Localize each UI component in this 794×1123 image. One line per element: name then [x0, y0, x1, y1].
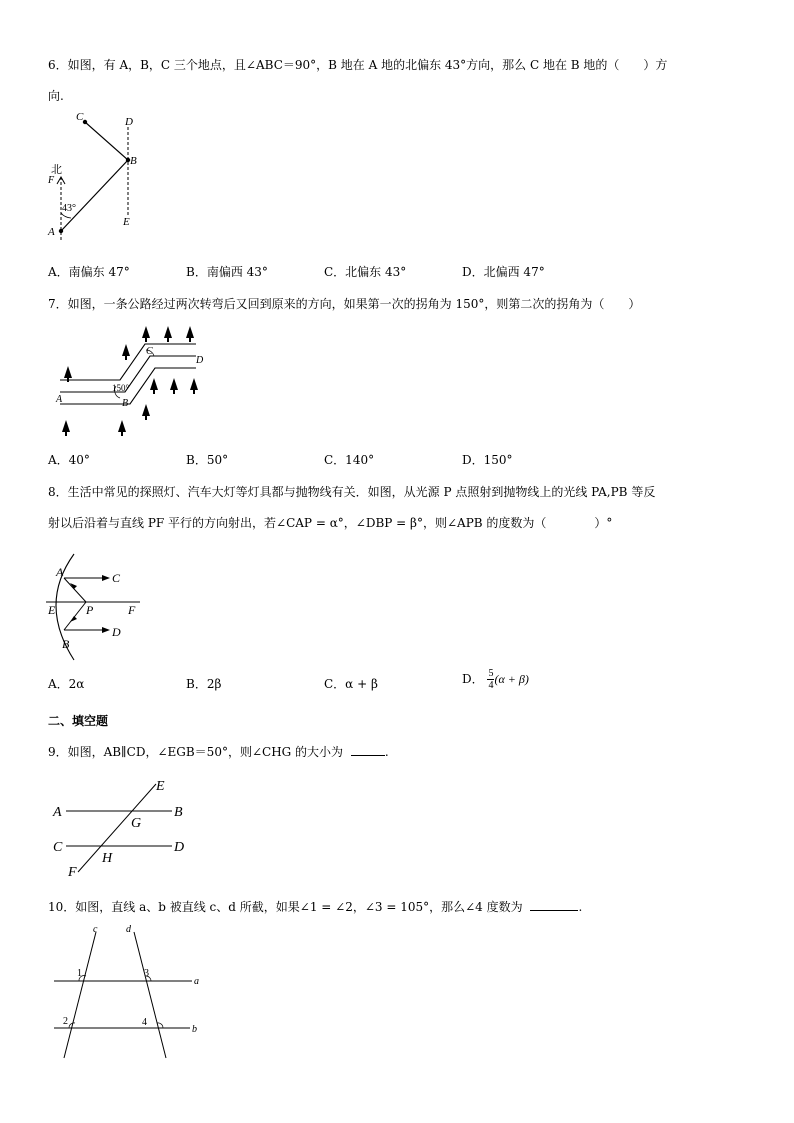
label-a: A	[56, 394, 63, 405]
label-b: B	[130, 155, 137, 167]
q8-option-d[interactable]	[462, 668, 529, 691]
q7-option-a[interactable]: A．40°	[48, 453, 90, 467]
label-4: 4	[142, 1017, 147, 1028]
q8-option-d-suffix: (α + β)	[494, 672, 529, 686]
road-line-top	[60, 344, 196, 380]
label-angle: 43°	[62, 203, 76, 214]
line-c	[64, 932, 96, 1058]
line-d	[134, 932, 166, 1058]
q9-stem-text: 9．如图，AB∥CD，∠EGB＝50°，则∠CHG 的大小为	[48, 745, 344, 759]
q8-option-b[interactable]: B．2β	[186, 677, 222, 691]
label-3: 3	[144, 968, 149, 979]
label-e: E	[48, 603, 56, 617]
q6-figure	[40, 105, 160, 245]
label-h: H	[102, 851, 113, 866]
q9-figure	[50, 774, 200, 884]
fraction-denominator: 4	[488, 680, 494, 691]
arrow-pb-icon	[70, 616, 77, 622]
q7-option-b[interactable]: B．50°	[186, 453, 229, 467]
point-c	[83, 120, 87, 124]
label-b: B	[122, 398, 129, 409]
arrow-d-icon	[102, 627, 110, 633]
label-2: 2	[63, 1016, 68, 1027]
line-c-b	[85, 122, 128, 160]
label-north: 北	[51, 163, 62, 176]
label-d: D	[125, 116, 133, 128]
label-a: a	[194, 976, 199, 987]
q8-stem-line2: 射以后沿着与直线 PF 平行的方向射出，若∠CAP = α°，∠DBP = β°，则∠APB 的度数为（ ）°	[48, 516, 613, 530]
label-f: F	[128, 603, 136, 617]
q8-option-c[interactable]: C．α + β	[324, 677, 378, 691]
label-b: B	[62, 637, 70, 651]
q10-figure	[50, 922, 210, 1062]
q10-stem-text: 10．如图，直线 a、b 被直线 c、d 所截，如果∠1 = ∠2，∠3 = 105°，那么∠4 度数为	[48, 900, 523, 914]
label-e: E	[123, 216, 130, 228]
label-1: 1	[77, 968, 82, 979]
q8-stem-line1: 8．生活中常见的探照灯、汽车大灯等灯具都与抛物线有关．如图，从光源 P 点照射到抛物线上的光线 PA,PB 等反	[48, 485, 656, 499]
label-f: F	[68, 865, 77, 880]
q7-stem-line1: 7．如图，一条公路经过两次转弯后又回到原来的方向，如果第一次的拐角为 150°，则第二次的拐角为（ ）	[48, 297, 641, 311]
point-a	[59, 229, 63, 233]
label-a: A	[56, 565, 64, 579]
label-c: C	[76, 111, 84, 123]
label-c: C	[112, 571, 121, 585]
label-d: D	[174, 840, 185, 855]
ray-p-b	[64, 602, 86, 630]
label-b: b	[192, 1024, 197, 1035]
q8-option-a[interactable]: A．2α	[48, 677, 85, 691]
q10-stem-line1	[48, 899, 582, 915]
q6-stem-line2: 向.	[48, 89, 64, 103]
q6-option-c[interactable]: C．北偏东 43°	[324, 265, 407, 279]
label-c: C	[146, 346, 153, 357]
q10-answer-blank[interactable]	[530, 910, 578, 911]
q8-figure	[44, 552, 154, 664]
q6-option-a[interactable]: A．南偏东 47°	[48, 265, 130, 279]
q7-option-d[interactable]: D．150°	[462, 453, 513, 467]
label-d: D	[196, 355, 204, 366]
label-a: A	[48, 226, 55, 238]
section-title: 二、填空题	[48, 714, 109, 728]
label-c: c	[93, 924, 98, 935]
q7-figure	[50, 322, 210, 442]
q10-stem-end: .	[578, 900, 583, 914]
q7-option-c[interactable]: C．140°	[324, 453, 375, 467]
label-g: G	[131, 816, 142, 831]
label-d: d	[126, 924, 131, 935]
arrow-c-icon	[102, 575, 110, 581]
label-angle: 150°	[112, 383, 130, 393]
fraction-numerator: 5	[488, 668, 494, 679]
label-p: P	[86, 603, 94, 617]
q9-stem-end: .	[384, 745, 389, 759]
q6-option-d[interactable]: D．北偏西 47°	[462, 265, 545, 279]
label-c: C	[53, 840, 63, 855]
ray-p-a	[64, 578, 86, 602]
tree-icon	[62, 326, 198, 436]
label-a: A	[53, 805, 62, 820]
q9-stem-line1	[48, 744, 389, 760]
label-e: E	[156, 779, 165, 794]
line-ef	[78, 784, 156, 872]
q6-option-b[interactable]: B．南偏西 43°	[186, 265, 268, 279]
line-a-b	[61, 160, 128, 231]
label-f: F	[48, 175, 55, 186]
q9-answer-blank[interactable]	[351, 755, 385, 756]
q6-stem-line1: 6．如图，有 A，B，C 三个地点，且∠ABC＝90°，B 地在 A 地的北偏东 43°方向，那么 C 地在 B 地的（ ）方	[48, 58, 668, 72]
q8-option-d-prefix: D．	[462, 672, 484, 686]
label-b: B	[174, 805, 183, 820]
label-d: D	[112, 625, 121, 639]
